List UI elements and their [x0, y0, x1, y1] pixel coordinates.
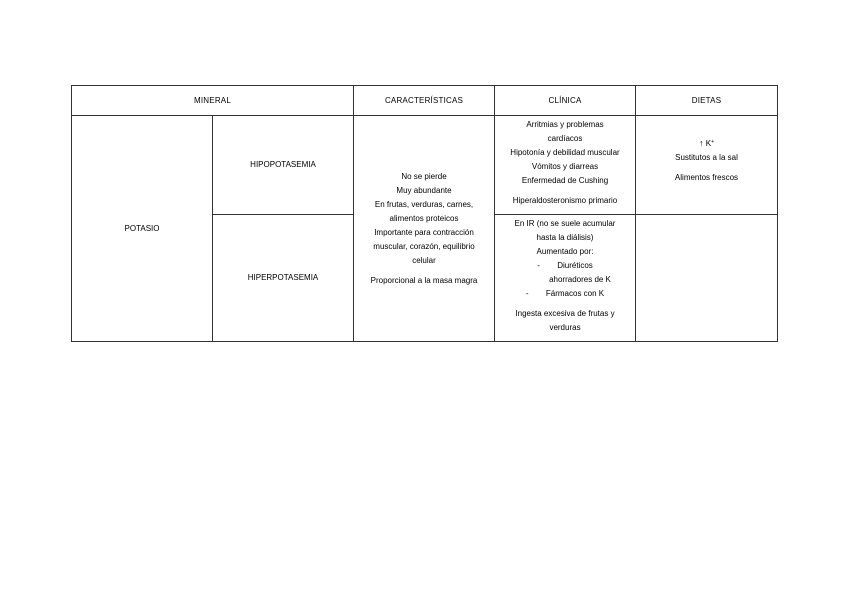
dieta-line: Sustitutos a la sal [675, 153, 738, 162]
mineral-table [71, 85, 778, 342]
clinica-hipo-cell [495, 116, 636, 215]
clinica-line: Hipotonía y debilidad muscular [510, 148, 620, 157]
header-caracteristicas: CARACTERÍSTICAS [354, 86, 495, 116]
potassium-charge: + [711, 139, 714, 145]
potassium-symbol: K [705, 139, 712, 148]
caracteristica-line: muscular, corazón, equilibrio [373, 241, 475, 251]
clinica-line: hasta la diálisis) [536, 233, 594, 242]
dieta-line: Alimentos frescos [674, 173, 739, 182]
clinica-hiper-cell [495, 215, 636, 342]
up-arrow-icon: ↑ [699, 138, 704, 148]
caracteristica-line: Importante para contracción [374, 227, 474, 237]
caracteristica-line: celular [412, 255, 436, 265]
clinica-line: Hiperaldosteronismo primario [512, 196, 618, 205]
clinica-line: En IR (no se suele acumular [514, 219, 616, 228]
caracteristica-line: alimentos proteicos [389, 213, 459, 223]
subtype-hiperpotasemia: HIPERPOTASEMIA [213, 215, 354, 342]
caracteristica-line: En frutas, verduras, carnes, [374, 199, 474, 209]
clinica-bullet-item: - Diuréticos [497, 259, 633, 273]
bullet-marker: - [525, 289, 529, 298]
clinica-line: verduras [549, 323, 581, 332]
clinica-bullet-continuation: ahorradores de K [549, 275, 611, 284]
dietas-hiper-cell [636, 215, 778, 342]
clinica-line: cardíacos [547, 134, 583, 143]
header-clinica: CLÍNICA [495, 86, 636, 116]
clinica-line: Aumentado por: [536, 247, 594, 256]
dieta-k-line [638, 136, 775, 151]
clinica-line: Arritmias y problemas [526, 120, 604, 129]
caracteristica-line: Muy abundante [396, 185, 452, 195]
header-dietas: DIETAS [636, 86, 778, 116]
dietas-hipo-cell [636, 116, 778, 215]
bullet-marker: - [537, 261, 540, 270]
clinica-line: Ingesta excesiva de frutas y [515, 309, 615, 318]
clinica-bullet-item: - Fármacos con K [497, 287, 633, 301]
clinica-line: Vómitos y diarreas [531, 162, 599, 171]
subtype-hipopotasemia: HIPOPOTASEMIA [213, 116, 354, 215]
caracteristica-line: No se pierde [401, 171, 447, 181]
caracteristica-line: Proporcional a la masa magra [370, 275, 478, 285]
clinica-line: Enfermedad de Cushing [521, 176, 609, 185]
header-mineral: MINERAL [72, 86, 354, 116]
caracteristicas-cell [354, 116, 495, 342]
mineral-name: POTASIO [72, 116, 213, 342]
